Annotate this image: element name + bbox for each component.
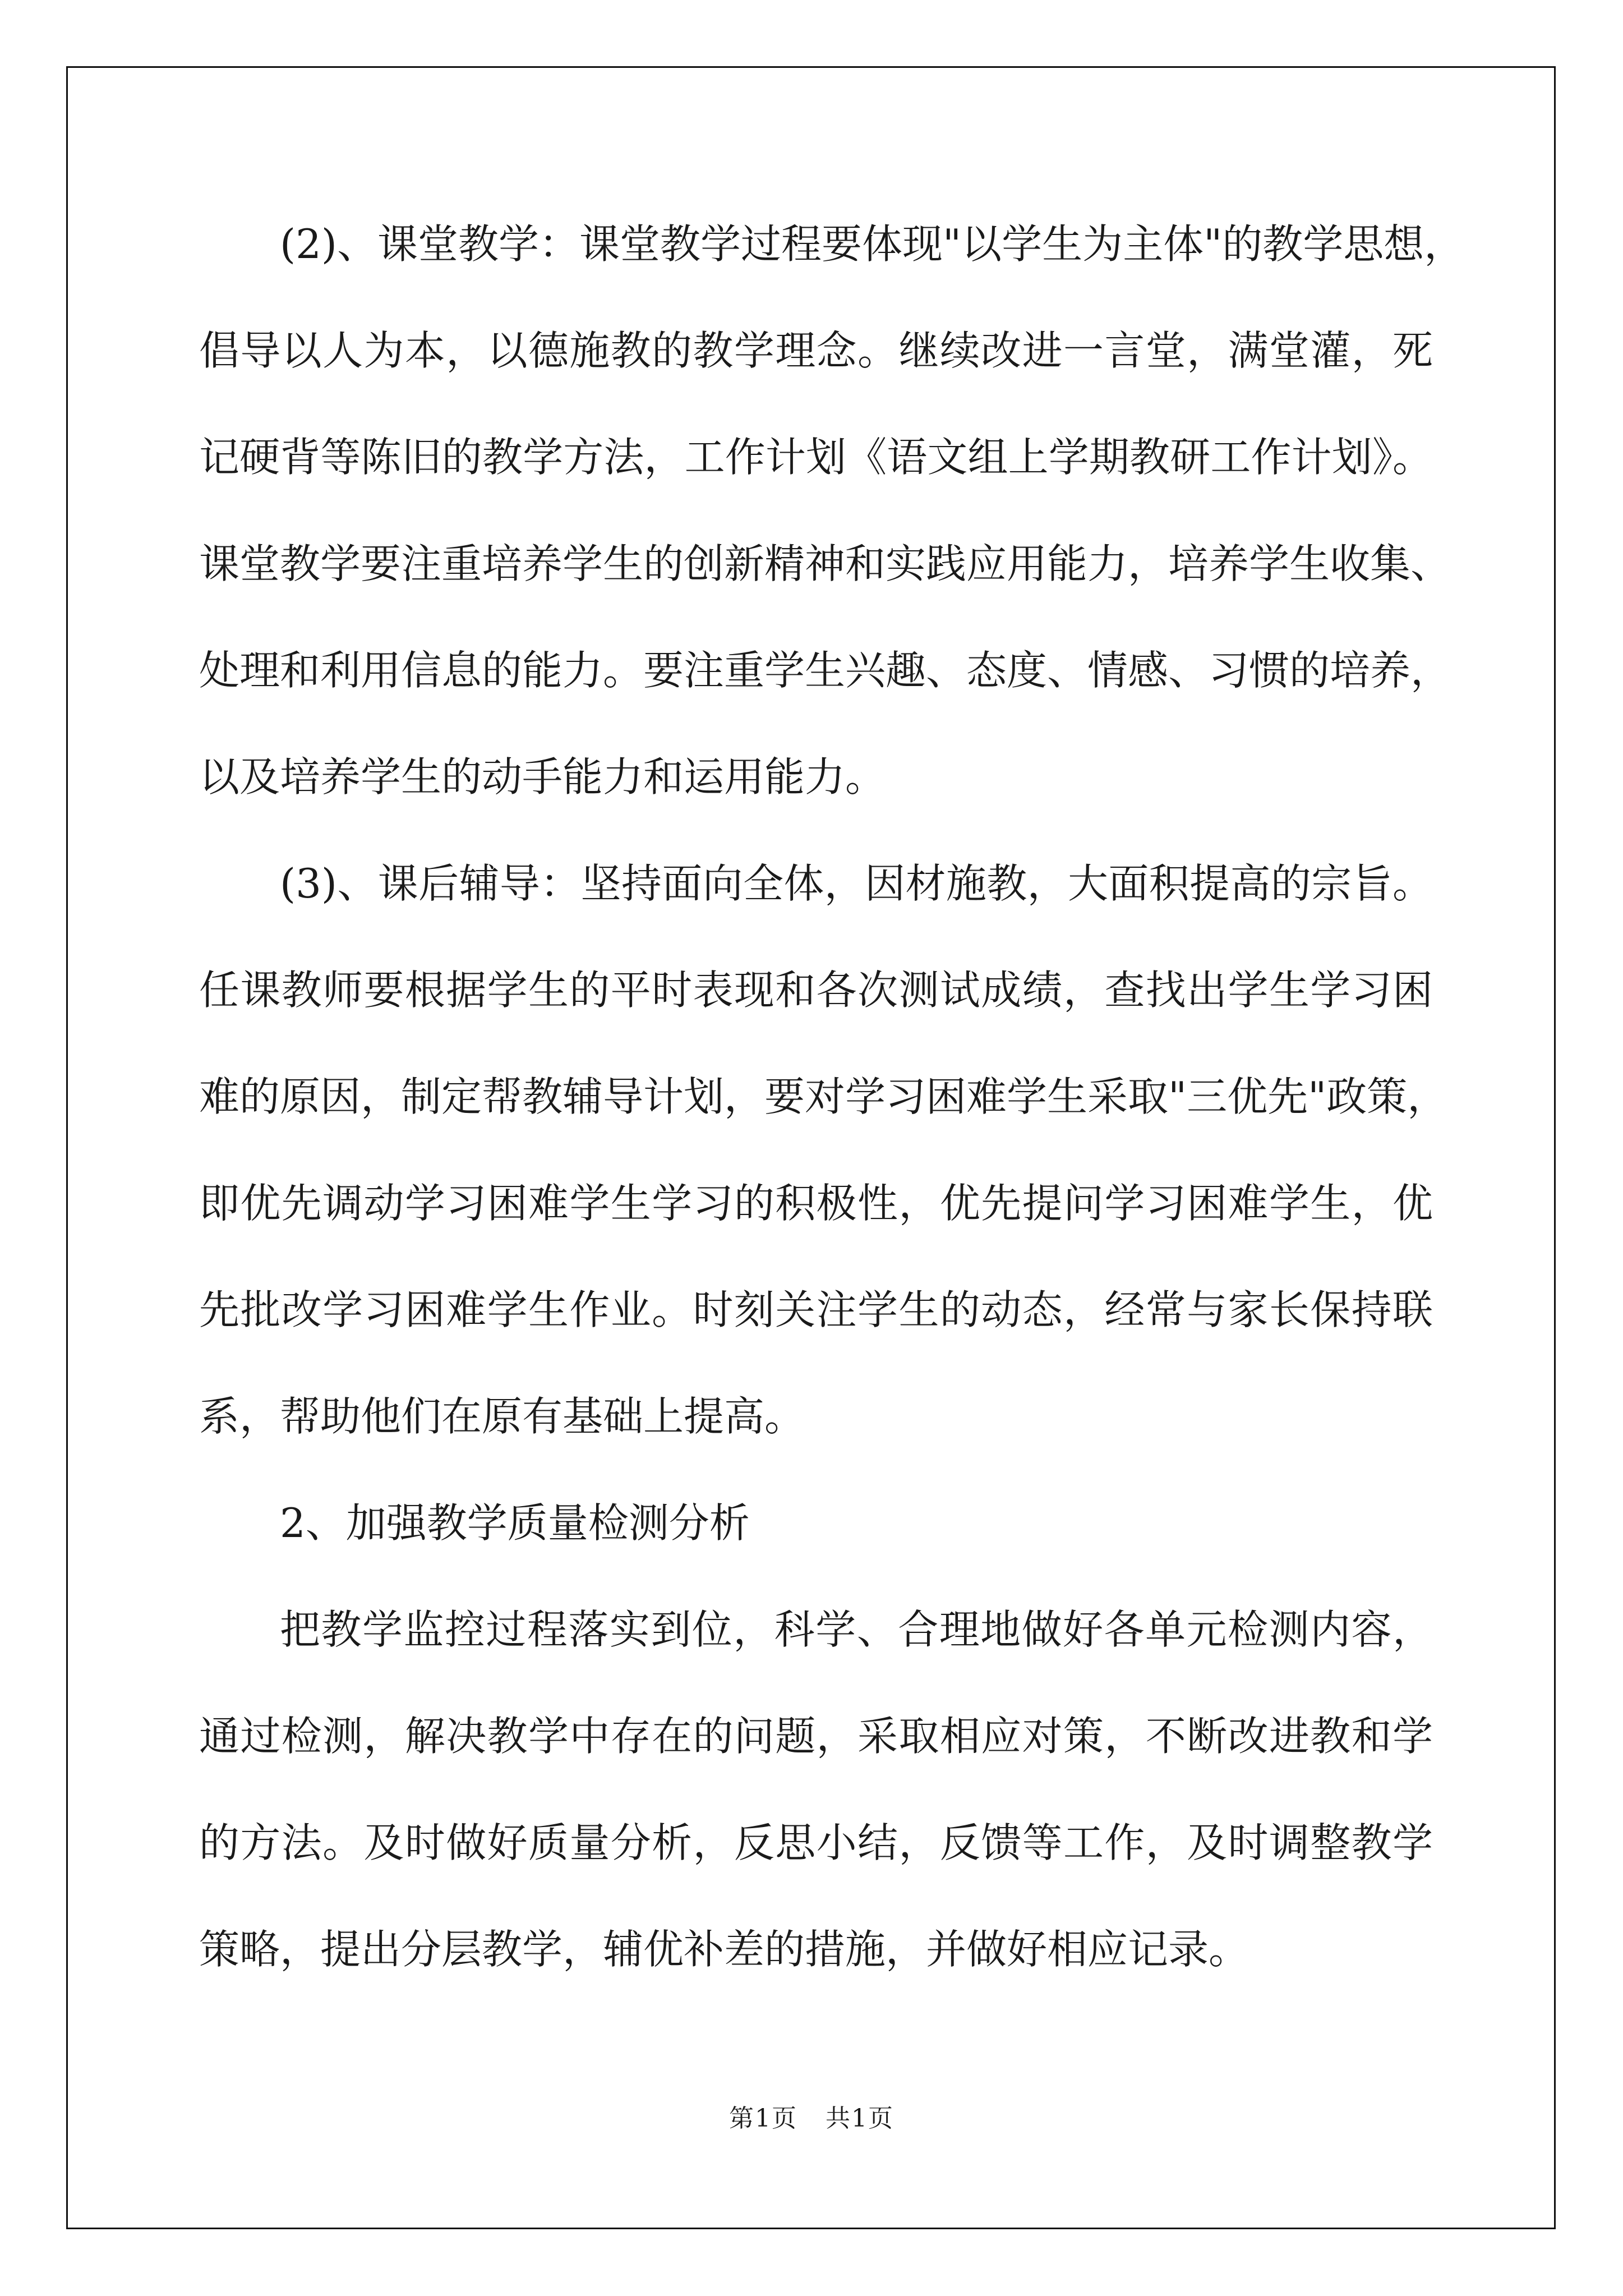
text-line: (3)、课后辅导：坚持面向全体，因材施教，大面积提高的宗旨。	[280, 860, 1433, 907]
page-footer	[0, 2098, 1623, 2134]
text-line: 系，帮助他们在原有基础上提高。	[199, 1393, 805, 1440]
paragraph-quality-analysis	[199, 1576, 1433, 2003]
section-heading	[199, 1470, 1433, 1576]
text-line: (2)、课堂教学：课堂教学过程要体现"以学生为主体"的教学思想，	[280, 220, 1465, 268]
document-body	[199, 191, 1465, 2003]
text-line: 记硬背等陈旧的教学方法，工作计划《语文组上学期教研工作计划》。	[199, 434, 1433, 481]
section-heading-text: 2、加强教学质量检测分析	[280, 1499, 750, 1547]
paragraph-after-class-tutoring	[199, 830, 1448, 1470]
page-number: 第1页	[729, 2104, 797, 2133]
text-line: 先批改学习困难学生作业。时刻关注学生的动态，经常与家长保持联	[199, 1286, 1433, 1333]
text-line: 倡导以人为本，以德施教的教学理念。继续改进一言堂，满堂灌，死	[199, 327, 1433, 374]
text-line: 的方法。及时做好质量分析，反思小结，反馈等工作，及时调整教学	[199, 1819, 1433, 1866]
text-line: 难的原因，制定帮教辅导计划，要对学习困难学生采取"三优先"政策，	[199, 1073, 1448, 1120]
text-line: 把教学监控过程落实到位，科学、合理地做好各单元检测内容，	[280, 1606, 1433, 1653]
paragraph-classroom-teaching	[199, 191, 1465, 830]
text-line: 任课教师要根据学生的平时表现和各次测试成绩，查找出学生学习困	[199, 967, 1433, 1014]
text-line: 即优先调动学习困难学生学习的积极性，优先提问学习困难学生，优	[199, 1180, 1433, 1227]
page-total: 共1页	[826, 2104, 894, 2133]
text-line: 策略，提出分层教学，辅优补差的措施，并做好相应记录。	[199, 1926, 1249, 1973]
text-line: 处理和利用信息的能力。要注重学生兴趣、态度、情感、习惯的培养，	[199, 647, 1451, 694]
text-line: 课堂教学要注重培养学生的创新精神和实践应用能力，培养学生收集、	[199, 540, 1451, 587]
text-line: 以及培养学生的动手能力和运用能力。	[199, 753, 886, 800]
text-line: 通过检测，解决教学中存在的问题，采取相应对策，不断改进教和学	[199, 1713, 1433, 1760]
